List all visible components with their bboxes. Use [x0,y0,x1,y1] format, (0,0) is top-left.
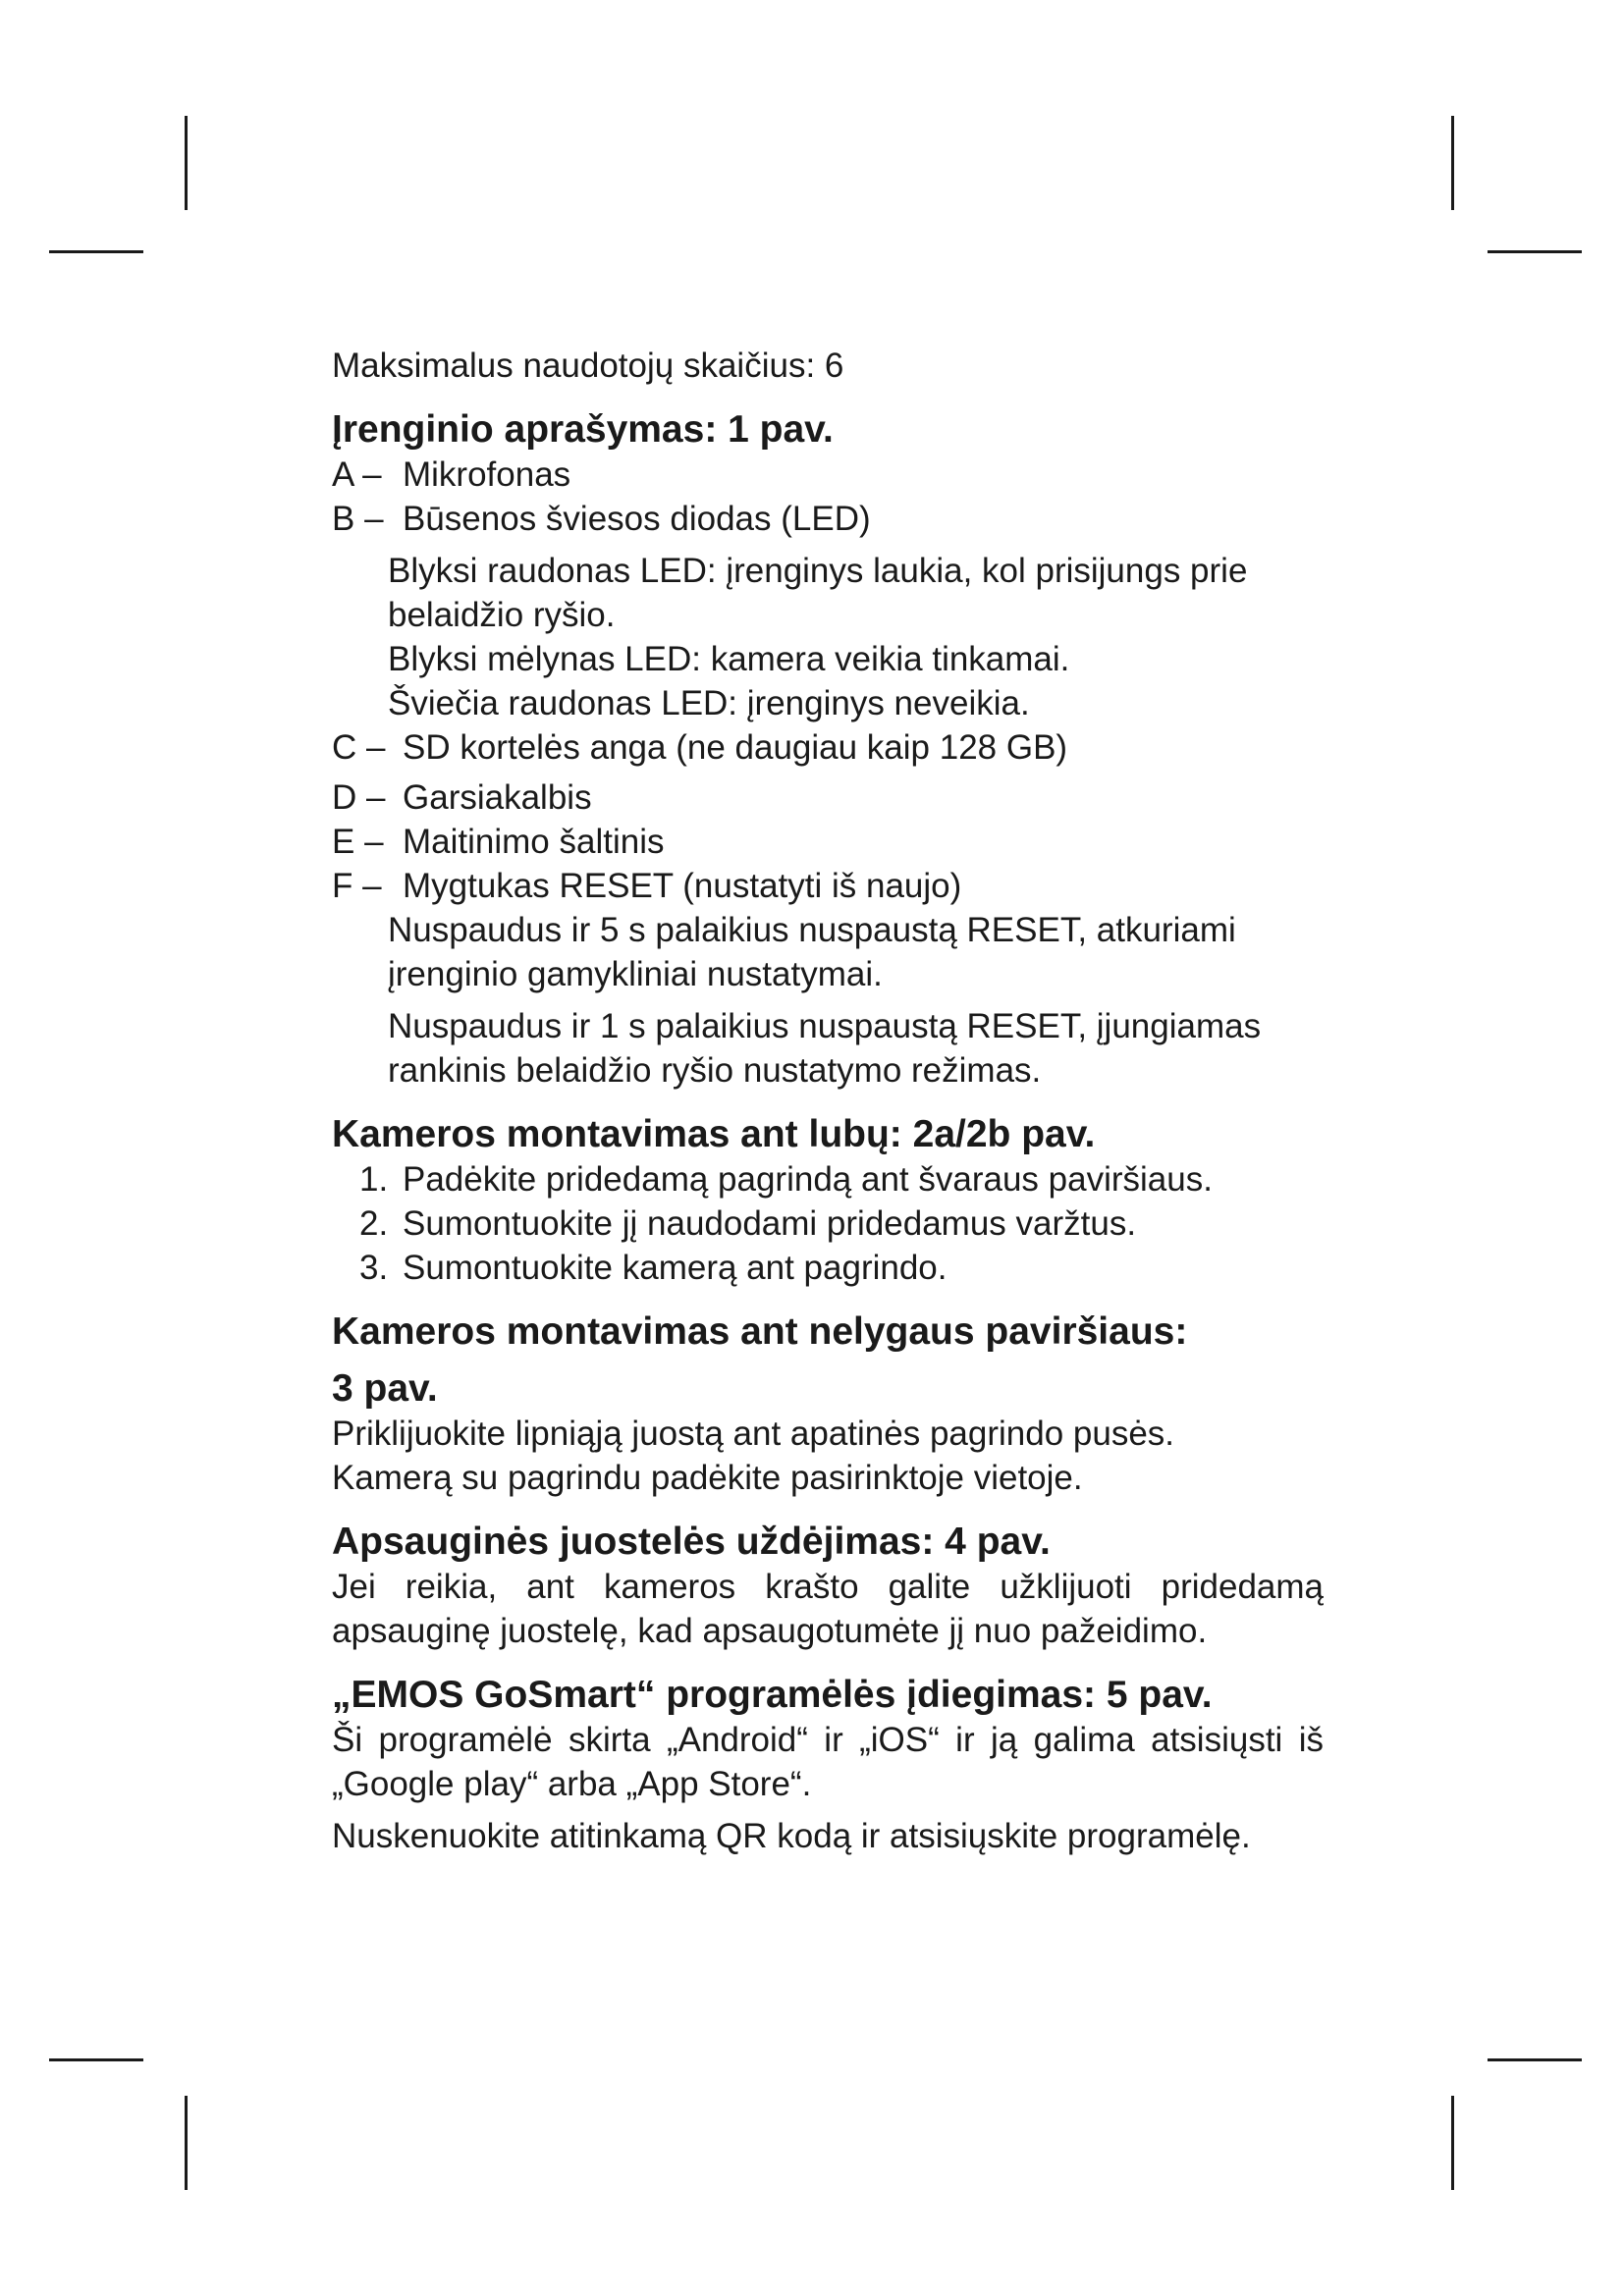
item-label: Mikrofonas [403,455,571,494]
step-number: 3. [359,1249,389,1287]
device-item-c [332,725,1324,770]
led-note-red-blink: Blyksi raudonas LED: įrenginys laukia, kol prisijungs prie belaidžio ryšio. [388,552,1248,634]
reset-note-5s: Nuspaudus ir 5 s palaikius nuspaustą RESET, atkuriami įrenginio gamykliniai nustatymai. [388,911,1236,993]
app-install-text-2: Nuskenuokite atitinkamą QR kodą ir atsisiųskite programėlę. [332,1817,1251,1855]
crop-mark-top-right-horizontal [1488,250,1582,253]
crop-mark-bottom-right-horizontal [1488,2058,1582,2061]
uneven-surface-heading: Kameros montavimas ant nelygaus paviršiaus: [332,1310,1188,1353]
list-item [332,1246,1324,1290]
document-body [332,344,1324,1858]
protective-tape-section [332,1520,1324,1653]
item-key: C – [332,728,386,767]
reset-note-1s: Nuspaudus ir 1 s palaikius nuspaustą RESET, įjungiamas rankinis belaidžio ryšio nustatymo režimas. [388,1007,1262,1090]
uneven-surface-text-2: Kamerą su pagrindu padėkite pasirinktoje vietoje. [332,1459,1083,1497]
item-key: A – [332,455,382,494]
ceiling-mount-steps [332,1157,1324,1290]
item-label: Būsenos šviesos diodas (LED) [403,500,871,538]
item-label: Maitinimo šaltinis [403,823,665,861]
protective-tape-text: Jei reikia, ant kameros krašto galite užklijuoti pridedamą apsauginę juostelę, kad apsaugotumėte jį nuo pažeidimo. [332,1568,1324,1650]
max-users-text: Maksimalus naudotojų skaičius: 6 [332,347,844,385]
uneven-surface-heading-figure: 3 pav. [332,1367,438,1410]
crop-mark-top-right-vertical [1451,116,1454,210]
step-text: Padėkite pridedamą pagrindą ant švaraus paviršiaus. [403,1160,1213,1199]
item-key: B – [332,500,384,538]
uneven-surface-section [332,1309,1324,1500]
ceiling-mount-section [332,1112,1324,1290]
item-key: F – [332,867,382,905]
uneven-surface-text-1: Priklijuokite lipniąją juostą ant apatinės pagrindo pusės. [332,1415,1175,1453]
item-label: Mygtukas RESET (nustatyti iš naujo) [403,867,962,905]
item-key: E – [332,823,384,861]
device-item-a [332,453,1324,497]
list-item [332,1157,1324,1201]
device-description-heading: Įrenginio aprašymas: 1 pav. [332,408,834,451]
item-label: SD kortelės anga (ne daugiau kaip 128 GB) [403,728,1068,767]
led-note-red-solid: Šviečia raudonas LED: įrenginys neveikia. [388,684,1030,722]
step-number: 2. [359,1204,389,1243]
device-item-f [332,864,1324,1093]
ceiling-mount-heading: Kameros montavimas ant lubų: 2a/2b pav. [332,1113,1096,1155]
device-item-e [332,820,1324,864]
step-text: Sumontuokite jį naudodami pridedamus varžtus. [403,1204,1137,1243]
app-install-text-1: Ši programėlė skirta „Android“ ir „iOS“ ir ją galima atsisiųsti iš „Google play“ arba „App Store“. [332,1721,1324,1803]
app-install-heading: „EMOS GoSmart“ programėlės įdiegimas: 5 pav. [332,1674,1213,1716]
led-note-blue-blink: Blyksi mėlynas LED: kamera veikia tinkamai. [388,640,1070,678]
crop-mark-top-left-vertical [185,116,188,210]
crop-mark-bottom-left-horizontal [49,2058,143,2061]
crop-mark-bottom-left-vertical [185,2096,188,2190]
item-key: D – [332,778,386,817]
device-item-d [332,775,1324,820]
device-description-section [332,407,1324,1093]
protective-tape-heading: Apsauginės juostelės uždėjimas: 4 pav. [332,1521,1051,1563]
device-item-b [332,497,1324,725]
step-number: 1. [359,1160,389,1199]
app-install-section [332,1673,1324,1858]
crop-mark-bottom-right-vertical [1451,2096,1454,2190]
crop-mark-top-left-horizontal [49,250,143,253]
list-item [332,1201,1324,1246]
step-text: Sumontuokite kamerą ant pagrindo. [403,1249,947,1287]
item-label: Garsiakalbis [403,778,592,817]
